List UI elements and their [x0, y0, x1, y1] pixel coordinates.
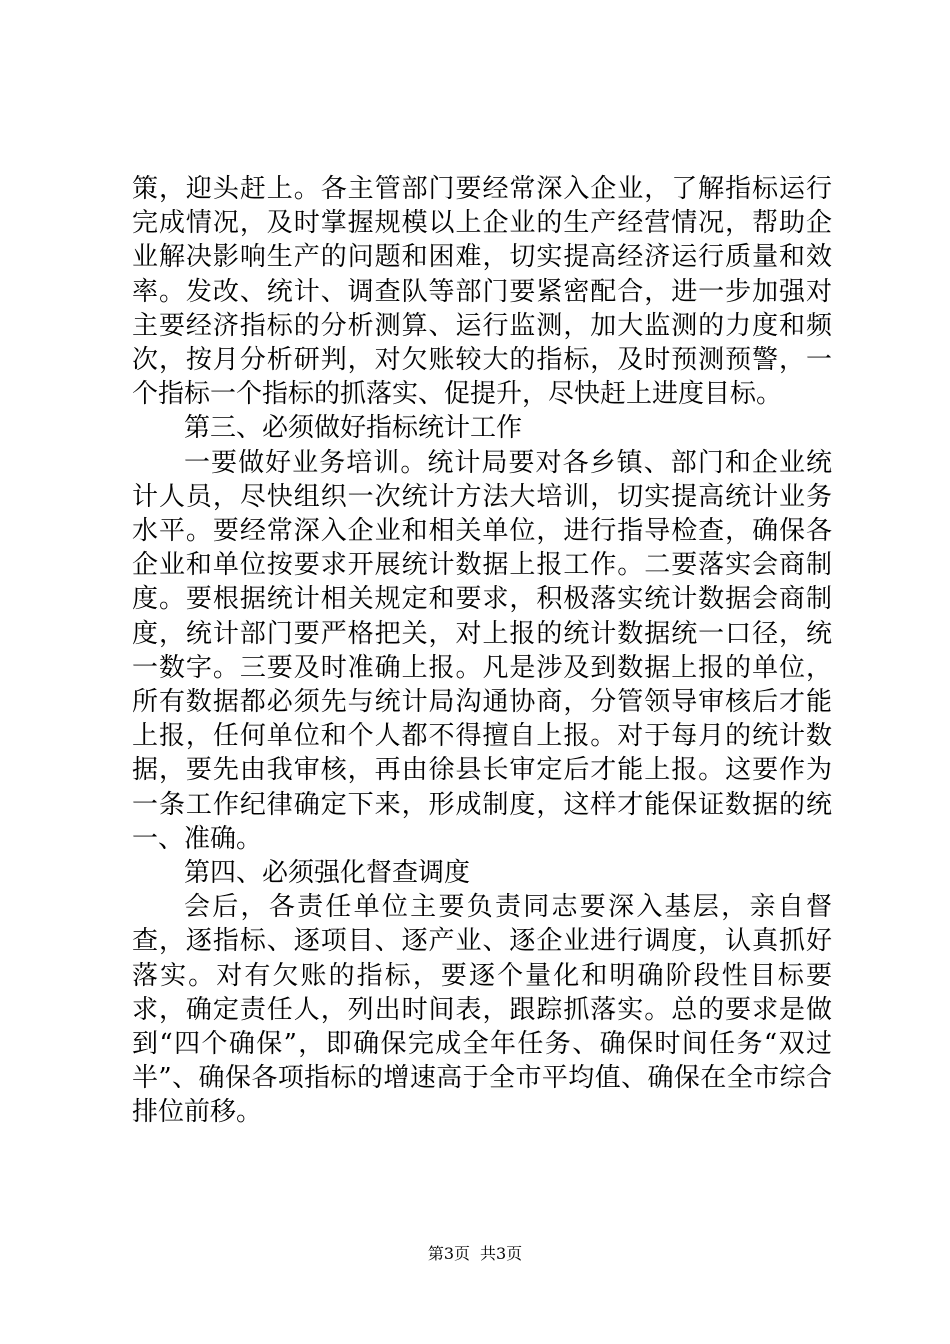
paragraph-supervision: 会后，各责任单位主要负责同志要深入基层，亲自督查，逐指标、逐项目、逐产业、逐企业进行调度，认真抓好落实。对有欠账的指标，要逐个量化和明确阶段性目标要求，确定责任人，列出时间表，跟踪抓落实。总的要求是做到“四个确保”，即确保完成全年任务、确保时间任务“双过半”、确保各项指标的增速高于全市平均值、确保在全市综合排位前移。 [132, 892, 832, 1128]
section-heading-4: 第四、必须强化督查调度 [184, 858, 471, 889]
page-number: 第3页 [427, 1244, 470, 1263]
paragraph-statistics-work: 一要做好业务培训。统计局要对各乡镇、部门和企业统计人员，尽快组织一次统计方法大培训，切实提高统计业务水平。要经常深入企业和相关单位，进行指导检查，确保各企业和单位按要求开展统计数据上报工作。二要落实会商制度。要根据统计相关规定和要求，积极落实统计数据会商制度，统计部门要严格把关，对上报的统计数据统一口径，统一数字。三要及时准确上报。凡是涉及到数据上报的单位，所有数据都必须先与统计局沟通协商，分管领导审核后才能上报，任何单位和个人都不得擅自上报。对于每月的统计数据，要先由我审核，再由徐县长审定后才能上报。这要作为一条工作纪律确定下来，形成制度，这样才能保证数据的统一、准确。 [132, 447, 832, 854]
section-heading-3: 第三、必须做好指标统计工作 [184, 413, 523, 444]
document-body [132, 172, 832, 1130]
page-total: 共3页 [480, 1244, 523, 1263]
paragraph-continuation: 策，迎头赶上。各主管部门要经常深入企业，了解指标运行完成情况，及时掌握规模以上企业的生产经营情况，帮助企业解决影响生产的问题和困难，切实提高经济运行质量和效率。发改、统计、调查队等部门要紧密配合，进一步加强对主要经济指标的分析测算、运行监测，加大监测的力度和频次，按月分析研判，对欠账较大的指标，及时预测预警，一个指标一个指标的抓落实、促提升，尽快赶上进度目标。 [132, 174, 832, 410]
page-footer [0, 1244, 950, 1264]
